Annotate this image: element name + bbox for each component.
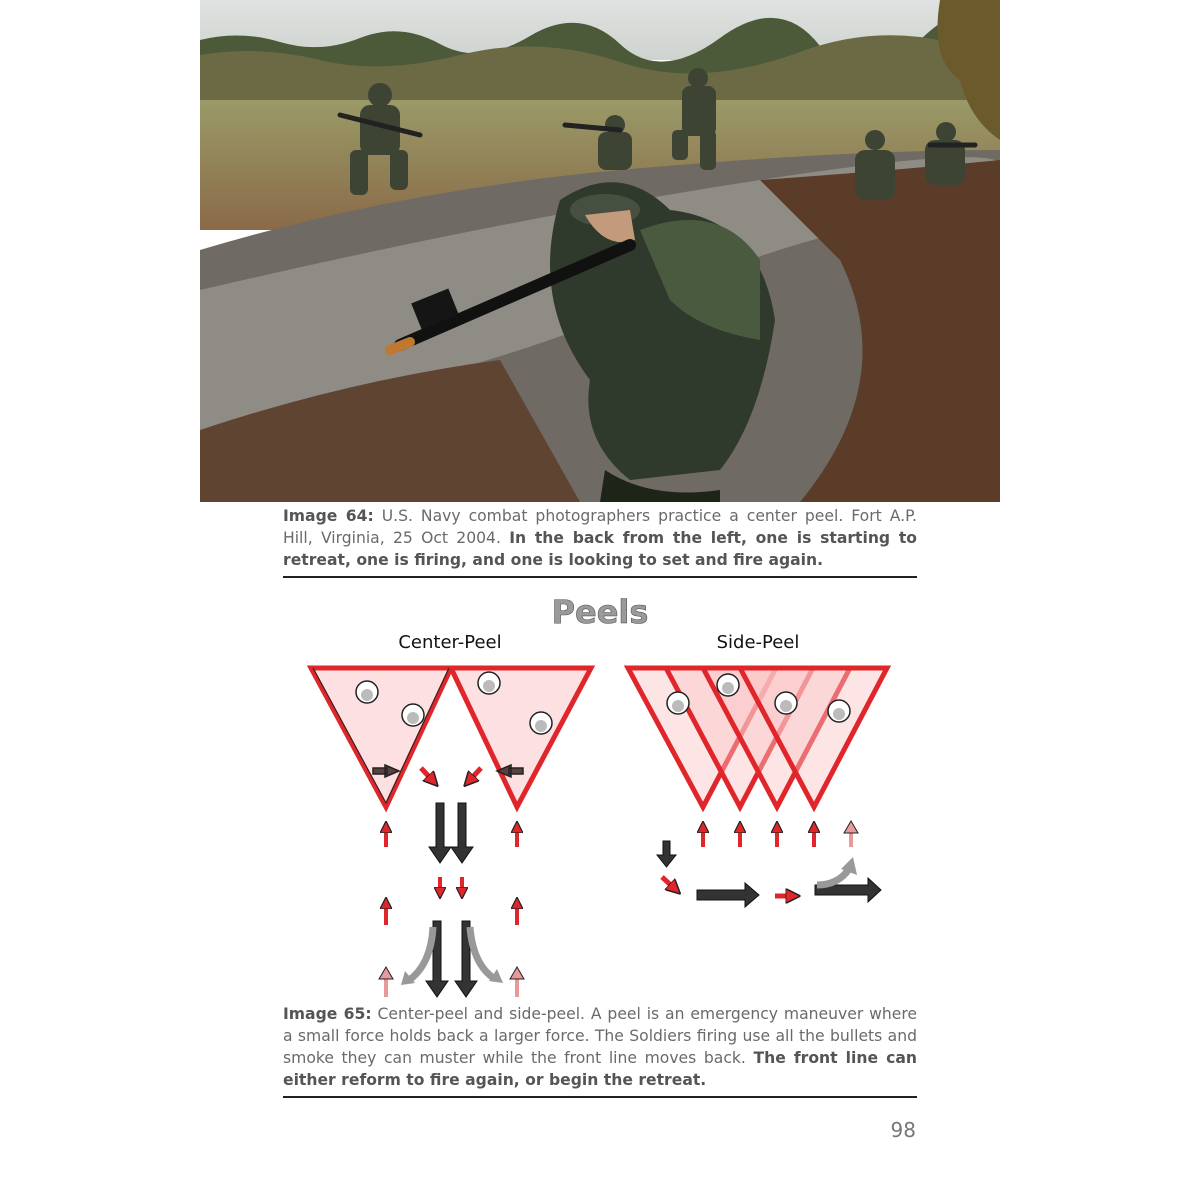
caption-image-65 xyxy=(283,1003,917,1091)
center-peel-fire-cones xyxy=(311,668,591,807)
caption-bold-text: The front line can either reform to fire again, or begin the retreat. xyxy=(283,1049,917,1089)
caption-label: Image 65: xyxy=(283,1005,372,1023)
retreat-arrow-down-icon xyxy=(426,803,477,997)
side-peel-label: Side-Peel xyxy=(716,632,800,653)
caption-bold-text: In the back from the left, one is starting to retreat, one is firing, and one is looking to set and fire again. xyxy=(283,529,917,569)
divider xyxy=(283,1096,917,1098)
caption-image-64 xyxy=(283,505,917,571)
soldier-arrow-up-icon xyxy=(379,827,524,997)
side-peel-fire-cones xyxy=(628,668,887,807)
soldiers-photo xyxy=(200,0,1000,502)
divider xyxy=(283,576,917,578)
caption-text: Center-peel and side-peel. A peel is an emergency maneuver where a small force holds back a larger force. The Soldiers firing use all the bullets and smoke they can muster while the front line moves back. xyxy=(283,1005,917,1067)
diagram-title: Peels xyxy=(551,593,649,631)
caption-text: U.S. Navy combat photographers practice a center peel. Fort A.P. Hill, Virginia, 25 Oct 2004. xyxy=(283,507,917,547)
center-peel-label: Center-Peel xyxy=(398,632,502,653)
page-number: 98 xyxy=(890,1118,916,1142)
caption-label: Image 64: xyxy=(283,507,374,525)
peels-diagram xyxy=(283,585,917,1005)
